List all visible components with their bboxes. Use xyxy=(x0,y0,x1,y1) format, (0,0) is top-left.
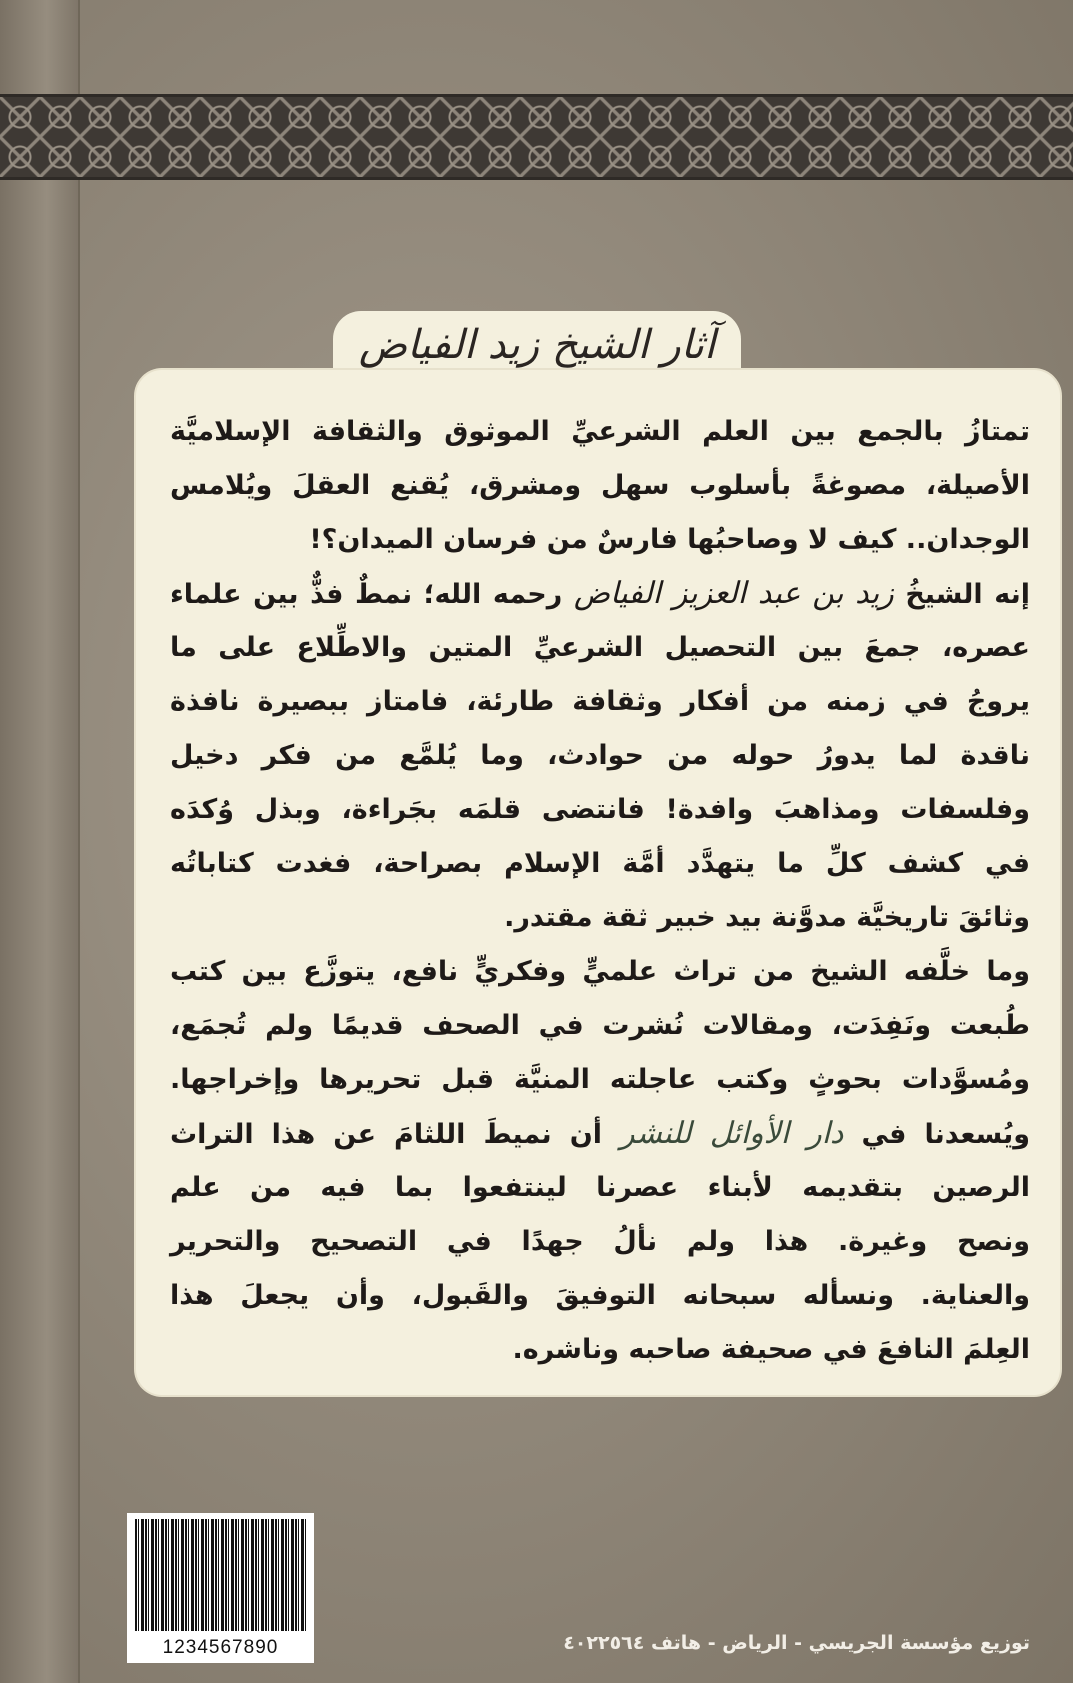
blurb xyxy=(170,405,1030,1377)
blurb-line: في كشف كلِّ ما يتهدَّد أمَّة الإسلام بصراحة، فغدت كتاباتُه xyxy=(170,848,1030,879)
distributor-info: توزيع مؤسسة الجريسي - الرياض - هاتف ٤٠٢٢٥٦٤ xyxy=(563,1632,1030,1654)
blurb-line: الوجدان.. كيف لا وصاحبُها فارسٌ من فرسان الميدان؟! xyxy=(309,524,1030,555)
blurb-line: عصره، جمعَ بين التحصيل الشرعيِّ المتين والاطِّلاع على ما xyxy=(170,632,1030,663)
blurb-line: الأصيلة، مصوغةً بأسلوب سهل ومشرق، يُقنع العقلَ ويُلامس xyxy=(170,470,1030,501)
blurb-line: طُبعت ونَفِدَت، ومقالات نُشرت في الصحف قديمًا ولم تُجمَع، xyxy=(170,1010,1030,1041)
barcode-number: 1234567890 xyxy=(162,1637,279,1658)
series-title: آثار الشيخ زيد الفياض xyxy=(358,322,716,368)
book-spine xyxy=(0,0,80,1683)
text: أن نميطَ اللثامَ عن هذا التراث xyxy=(170,1119,602,1150)
blurb-line: تمتازُ بالجمع بين العلم الشرعيِّ الموثوق والثقافة الإسلاميَّة xyxy=(170,416,1030,447)
blurb-line-author xyxy=(170,567,1030,621)
blurb-line: وفلسفات ومذاهبَ وافدة! فانتضى قلمَه بجَراءة، وبذل وُكدَه xyxy=(170,794,1030,825)
blurb-line-publisher xyxy=(170,1107,1030,1161)
ornamental-band xyxy=(0,94,1073,180)
author-name-calligraphy: زيد بن عبد العزيز الفياض xyxy=(573,576,894,611)
publisher-logo: دار الأوائل للنشر xyxy=(620,1116,844,1151)
blurb-line: الرصين بتقديمه لأبناء عصرنا لينتفعوا بما فيه من علم xyxy=(170,1172,1030,1203)
text: رحمه الله؛ نمطٌ فذٌّ بين علماء xyxy=(170,579,563,610)
text: ويُسعدنا في xyxy=(861,1119,1031,1150)
barcode-bars xyxy=(135,1519,306,1631)
blurb-line: يروجُ في زمنه من أفكار وثقافة طارئة، فامتاز ببصيرة نافذة xyxy=(170,686,1030,717)
barcode xyxy=(127,1513,314,1663)
blurb-line: والعناية. ونسأله سبحانه التوفيقَ والقَبول، وأن يجعلَ هذا xyxy=(170,1280,1030,1311)
blurb-line: ونصح وغيرة. هذا ولم نألُ جهدًا في التصحيح والتحرير xyxy=(170,1226,1030,1257)
blurb-line: العِلمَ النافعَ في صحيفة صاحبه وناشره. xyxy=(512,1334,1030,1365)
blurb-line: وما خلَّفه الشيخ من تراث علميٍّ وفكريٍّ نافع، يتوزَّع بين كتب xyxy=(170,956,1030,987)
blurb-line: ومُسوَّدات بحوثٍ وكتب عاجلته المنيَّة قبل تحريرها وإخراجها. xyxy=(170,1064,1030,1095)
blurb-line: ناقدة لما يدورُ حوله من حوادث، وما يُلمَّع من فكر دخيل xyxy=(170,740,1030,771)
blurb-line: وثائقَ تاريخيَّة مدوَّنة بيد خبير ثقة مقتدر. xyxy=(504,902,1030,933)
text: إنه الشيخُ xyxy=(905,579,1030,610)
